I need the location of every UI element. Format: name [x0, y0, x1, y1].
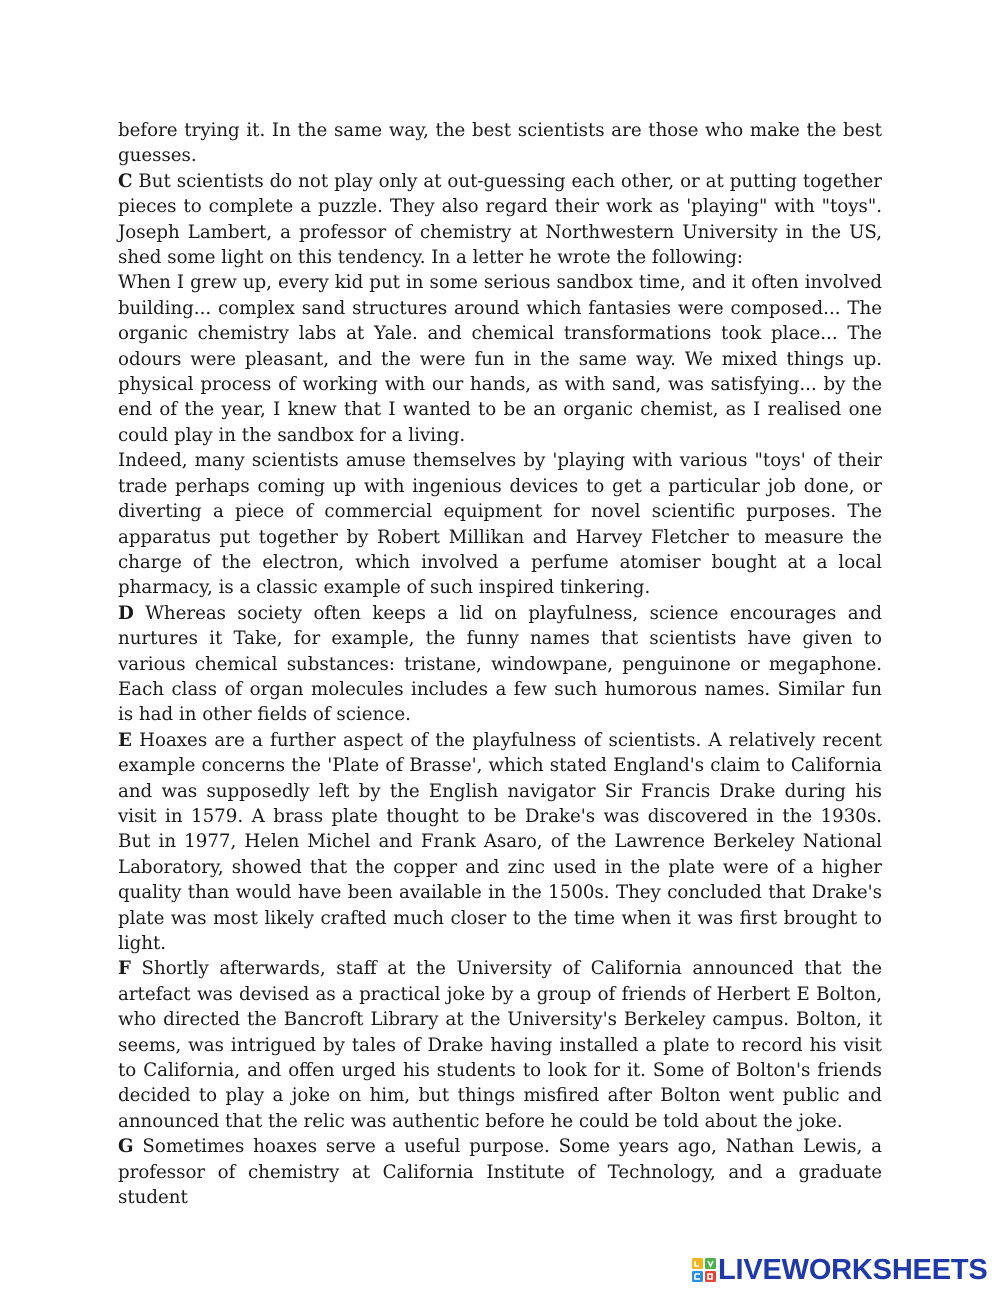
paragraph-d: D Whereas society often keeps a lid on playfulness, science encourages and nurtures it Take, for example, the funny names that scientists have given to various chemical substances: tristane, windowpane, penguinone or megaphone. Each class of organ molecules includes a few such humorous names. Similar fun is had in other fields of science.: [118, 602, 882, 726]
paragraph-label: F: [118, 958, 131, 980]
liveworksheets-logo[interactable]: [692, 1255, 988, 1285]
paragraph-label: C: [118, 170, 133, 192]
paragraph-quote: When I grew up, every kid put in some serious sandbox time, and it often involved building... complex sand structures around which fantasies were composed... The organic chemistry labs at Yale. and chemical transformations took place... The odours were pleasant, and the were fun in the same way. We mixed things up. physical process of working with our hands, as with sand, was satisfying... by the end of the year, I knew that I wanted to be an organic chemist, as I realised one could play in the sandbox for a living.: [118, 272, 882, 446]
paragraph-label: G: [118, 1136, 134, 1158]
document-body: [118, 118, 882, 1210]
paragraph-continuation: before trying it. In the same way, the best scientists are those who make the best guesses.: [118, 120, 882, 167]
paragraph-label: D: [118, 602, 134, 624]
liveworksheets-logo-icon: [692, 1258, 716, 1282]
paragraph-f: F Shortly afterwards, staff at the University of California announced that the artefact was devised as a practical joke by a group of friends of Herbert E Bolton, who directed the Bancroft Library at the University's Berkeley campus. Bolton, it seems, was intrigued by tales of Drake having installed a plate to record his visit to California, and offen urged his students to look for it. Some of Bolton's friends decided to play a joke on him, but things misfired after Bolton went public and announced that the relic was authentic before he could be told about the joke.: [118, 958, 882, 1132]
paragraph-g: G Sometimes hoaxes serve a useful purpose. Some years ago, Nathan Lewis, a professor of chemistry at California Institute of Technology, and a graduate student: [118, 1136, 882, 1209]
paragraph-toys: Indeed, many scientists amuse themselves by 'playing with various "toys' of their trade perhaps coming up with ingenious devices to get a particular job done, or diverting a piece of commercial equipment for novel scientific purposes. The apparatus put together by Robert Millikan and Harvey Fletcher to measure the charge of the electron, which involved a perfume atomiser bought at a local pharmacy, is a classic example of such inspired tinkering.: [118, 450, 882, 599]
paragraph-label: E: [118, 729, 132, 751]
paragraph-c: C But scientists do not play only at out-guessing each other, or at putting together pieces to complete a puzzle. They also regard their work as 'playing" with "toys". Joseph Lambert, a professor of chemistry at Northwestern University in the US, shed some light on this tendency. In a letter he wrote the following:: [118, 170, 882, 269]
paragraph-e: E Hoaxes are a further aspect of the playfulness of scientists. A relatively recent example concerns the 'Plate of Brasse', which stated England's claim to California and was supposedly left by the English navigator Sir Francis Drake during his visit in 1579. A brass plate thought to be Drake's was discovered in the 1930s. But in 1977, Helen Michel and Frank Asaro, of the Lawrence Berkeley National Laboratory, showed that the copper and zinc used in the plate were of a higher quality than would have been available in the 1500s. They concluded that Drake's plate was most likely crafted much closer to the time when it was first brought to light.: [118, 729, 882, 954]
liveworksheets-logo-text: LIVEWORKSHEETS: [718, 1253, 988, 1286]
